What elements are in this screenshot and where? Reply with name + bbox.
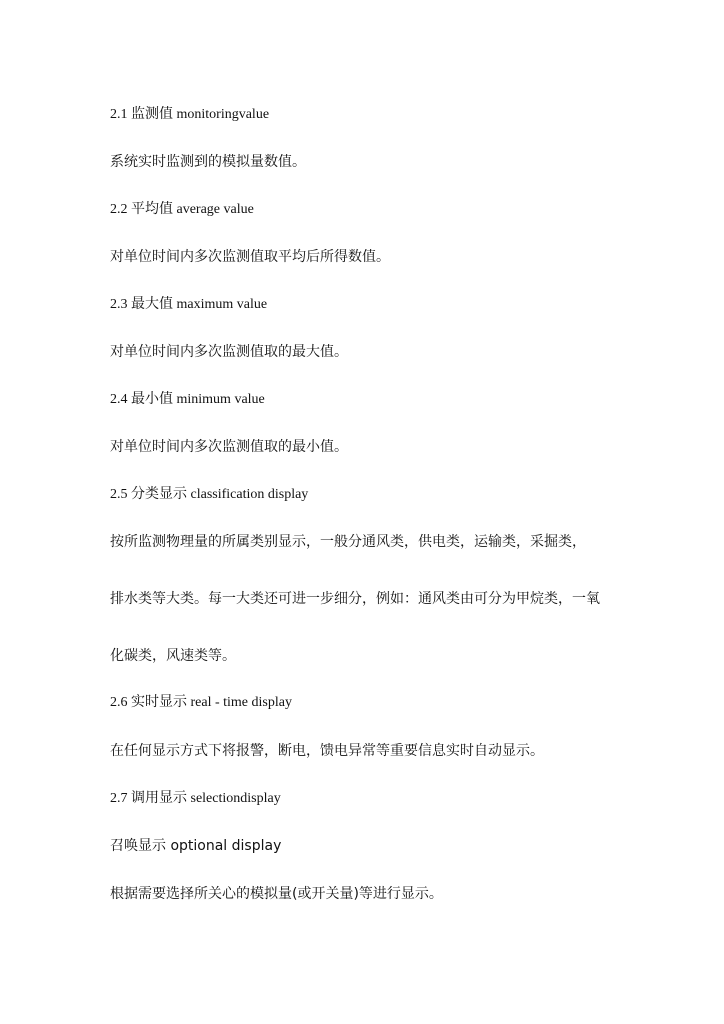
section-paragraph-line: 排水类等大类。每一大类还可进一步细分，例如：通风类由可分为甲烷类，一氧 — [110, 591, 600, 607]
section-heading: 2.5 分类显示 classification display — [110, 487, 309, 502]
section-heading: 2.7 调用显示 selectiondisplay — [110, 791, 281, 806]
section-paragraph-line: 根据需要选择所关心的模拟量(或开关量)等进行显示。 — [110, 886, 443, 902]
section-heading: 2.4 最小值 minimum value — [110, 392, 265, 407]
section-paragraph-line: 化碳类，风速类等。 — [110, 648, 236, 664]
section-heading: 2.2 平均值 average value — [110, 202, 254, 217]
section-paragraph-line: 对单位时间内多次监测值取平均后所得数值。 — [110, 249, 390, 265]
section-paragraph-line: 系统实时监测到的模拟量数值。 — [110, 154, 306, 170]
section-heading: 2.3 最大值 maximum value — [110, 297, 268, 312]
section-paragraph-line: 在任何显示方式下将报警，断电，馈电异常等重要信息实时自动显示。 — [110, 743, 544, 759]
section-heading: 2.6 实时显示 real - time display — [110, 695, 292, 710]
section-paragraph-line: 按所监测物理量的所属类别显示，一般分通风类，供电类，运输类，采掘类， — [110, 534, 586, 550]
section-paragraph-line: 对单位时间内多次监测值取的最小值。 — [110, 439, 348, 455]
section-heading: 2.1 监测值 monitoringvalue — [110, 107, 270, 122]
section-paragraph-line: 对单位时间内多次监测值取的最大值。 — [110, 344, 348, 360]
section-paragraph-line: 召唤显示 optional display — [110, 838, 282, 854]
